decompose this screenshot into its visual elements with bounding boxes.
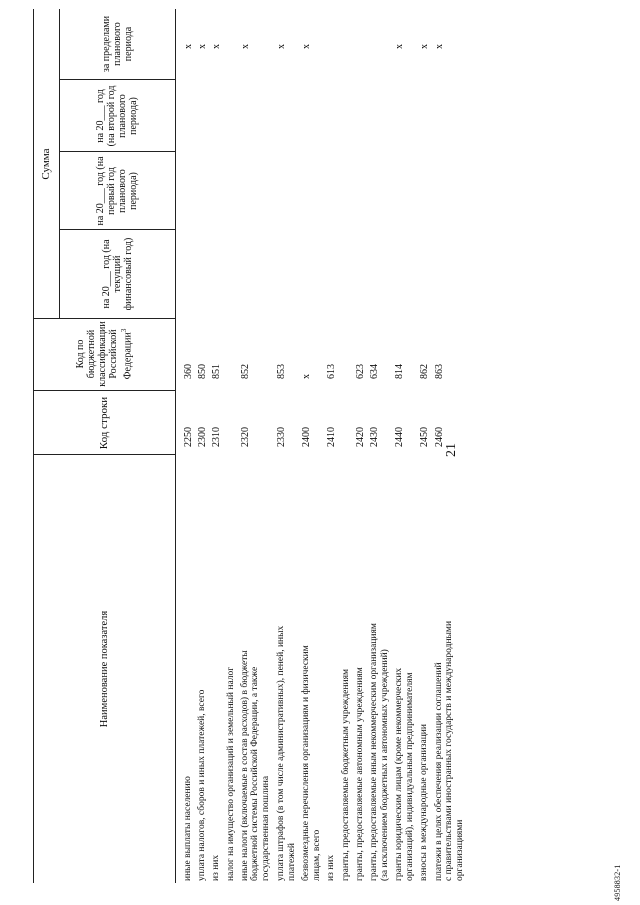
header-beyond-plan: за пределами планового периода bbox=[100, 15, 134, 73]
row-code: 2450 bbox=[419, 427, 431, 447]
row-name-line: государственная пошлина bbox=[260, 775, 271, 881]
row-beyond-plan-mark: x bbox=[183, 44, 194, 49]
row-bk-code: 814 bbox=[394, 364, 406, 379]
row-beyond-plan-mark: x bbox=[197, 44, 209, 49]
row-bk-code: 850 bbox=[197, 364, 209, 379]
row-beyond-plan-mark: x bbox=[211, 44, 223, 49]
row-name bbox=[197, 690, 208, 881]
row-name bbox=[240, 650, 272, 881]
row-name bbox=[355, 667, 366, 881]
row-bk-code: 863 bbox=[433, 364, 445, 379]
row-name-line: (за исключением бюджетных и автономных учреждений) bbox=[379, 649, 390, 881]
row-name-line: бюджетной системы Российской Федерации, а также bbox=[250, 666, 261, 881]
row-code: 2310 bbox=[211, 427, 223, 447]
row-name bbox=[394, 668, 415, 881]
row-name-line: гранты, предоставляемые иным некоммерческим организациям bbox=[369, 623, 379, 881]
row-code: 2430 bbox=[369, 427, 380, 447]
row-code: 2330 bbox=[276, 427, 287, 447]
row-beyond-plan-mark: x bbox=[301, 44, 313, 49]
row-code: 2320 bbox=[239, 427, 251, 447]
row-name-line: из них bbox=[211, 854, 222, 881]
page-number: 21 bbox=[444, 443, 459, 457]
row-bk-code: 634 bbox=[369, 364, 380, 379]
header-first-plan-year: на 20___ год (на первый год планового периода) bbox=[95, 156, 139, 226]
row-name bbox=[211, 855, 222, 881]
row-name-line: платежей bbox=[286, 843, 297, 881]
row-name bbox=[434, 621, 466, 881]
row-bk-code: x bbox=[301, 374, 313, 379]
row-code: 2300 bbox=[197, 427, 209, 447]
row-beyond-plan-mark: x bbox=[239, 44, 251, 49]
row-name bbox=[326, 855, 337, 881]
row-code: 2400 bbox=[301, 427, 313, 447]
header-name: Наименование показателя bbox=[98, 610, 110, 728]
row-name-line: иные налоги (включаемые в состав расходов) в бюджеты bbox=[239, 650, 250, 881]
header-bottom-border bbox=[175, 9, 176, 883]
row-name-line: налог на имущество организаций и земельный налог bbox=[225, 666, 236, 881]
row-bk-code: 862 bbox=[419, 364, 431, 379]
row-name-line: с правительствами иностранных государств и международными bbox=[444, 620, 455, 881]
row-name-line: уплата налогов, сборов и иных платежей, всего bbox=[197, 689, 208, 881]
row-name-line: платежи в целях обеспечения реализации соглашений bbox=[433, 662, 444, 881]
col-border-bk bbox=[33, 390, 175, 391]
header-second-plan-year: на 20___ год (на второй год планового периода) bbox=[95, 85, 139, 147]
row-code: 2420 bbox=[354, 427, 366, 447]
row-name bbox=[369, 623, 390, 881]
row-bk-code: 852 bbox=[239, 364, 251, 379]
header-bk bbox=[33, 319, 175, 389]
row-name-line: организациями bbox=[454, 819, 465, 881]
row-name-line: взносы в международные организации bbox=[419, 724, 430, 881]
header-bk-label: Код по бюджетной классификации Российской Федерации bbox=[74, 321, 134, 387]
row-bk-code: 360 bbox=[183, 364, 194, 379]
row-beyond-plan-mark: x bbox=[394, 44, 406, 49]
row-name-line: безвозмездные перечисления организациям и физическим bbox=[301, 645, 312, 881]
row-name-line: уплата штрафов (в том числе административных), пеней, иных bbox=[276, 625, 286, 881]
row-name-line: из них bbox=[326, 854, 337, 881]
row-code: 2410 bbox=[326, 427, 338, 447]
row-beyond-plan-mark: x bbox=[433, 44, 445, 49]
row-name-line: гранты юридическим лицам (кроме некоммерческих bbox=[394, 667, 405, 881]
col-border-beyond bbox=[59, 79, 175, 80]
row-beyond-plan-mark: x bbox=[419, 44, 431, 49]
header-code: Код строки bbox=[98, 396, 110, 450]
row-name bbox=[226, 667, 237, 881]
row-code: 2440 bbox=[394, 427, 406, 447]
col-border-first bbox=[59, 229, 175, 230]
row-name bbox=[301, 645, 322, 881]
row-name-line: иные выплаты населению bbox=[183, 776, 193, 881]
row-name-line: гранты, предоставляемые бюджетным учреждениям bbox=[340, 669, 351, 881]
row-name bbox=[341, 669, 352, 881]
header-bk-footnote: 3 bbox=[119, 328, 128, 333]
row-name bbox=[419, 724, 430, 881]
row-beyond-plan-mark: x bbox=[276, 44, 287, 49]
row-bk-code: 623 bbox=[354, 364, 366, 379]
header-sum: Сумма bbox=[39, 148, 52, 180]
row-name bbox=[276, 626, 297, 881]
row-code: 2250 bbox=[183, 427, 194, 447]
row-bk-code: 613 bbox=[326, 364, 338, 379]
header-current-year: на 20___ год (на текущий финансовый год) bbox=[100, 237, 134, 311]
row-bk-code: 853 bbox=[276, 364, 287, 379]
row-bk-code: 851 bbox=[211, 364, 223, 379]
row-name-line: организаций), индивидуальным предпринимателям bbox=[404, 672, 415, 881]
row-name-line: гранты, предоставляемые автономным учреждениям bbox=[354, 667, 365, 881]
document-code: 4958832-1 bbox=[613, 864, 622, 901]
row-code: 2460 bbox=[433, 427, 445, 447]
row-name-line: лицам, всего bbox=[311, 829, 322, 881]
row-name bbox=[183, 776, 194, 881]
col-border-second bbox=[59, 151, 175, 152]
